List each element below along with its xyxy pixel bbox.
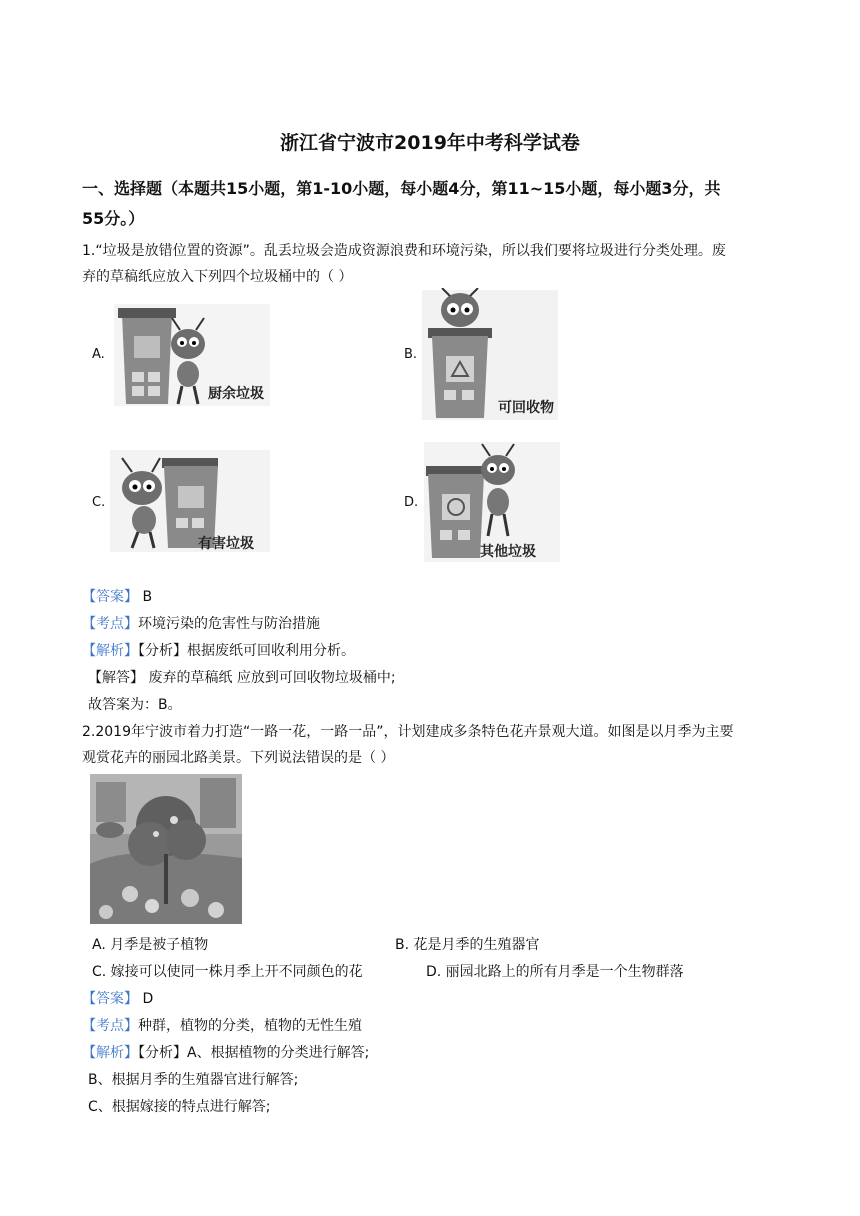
analysis-tag: 【解析】 <box>82 643 138 659</box>
q1-conclusion: 故答案为：B。 <box>88 697 182 713</box>
trash-bin-kitchen-waste-image <box>110 300 274 410</box>
q2-analysis-row <box>82 1042 369 1062</box>
answer-tag: 【答案】 <box>82 991 138 1007</box>
answer-tag: 【答案】 <box>82 589 138 605</box>
q2-answer-row <box>82 988 153 1008</box>
q1-option-a-caption: 厨余垃圾 <box>208 386 264 402</box>
q2-stem-cont: 观赏花卉的丽园北路美景。下列说法错误的是（ ） <box>82 750 395 766</box>
q1-point-row <box>82 613 320 633</box>
point-tag: 【考点】 <box>82 1018 138 1034</box>
q2-point-row <box>82 1015 362 1035</box>
q2-point: 种群，植物的分类，植物的无性生殖 <box>138 1018 362 1034</box>
q1-analysis-row <box>82 640 355 660</box>
q1-stem-cont: 弃的草稿纸应放入下列四个垃圾桶中的（ ） <box>82 269 353 285</box>
q2-analysis-b: B、根据月季的生殖器官进行解答; <box>88 1072 299 1088</box>
q2-answer: D <box>142 991 154 1007</box>
q1-answer-row <box>82 586 152 606</box>
rose-roadside-photo <box>90 774 242 924</box>
q2-option-a: A. 月季是被子植物 <box>92 937 209 953</box>
q2-analysis-c: C、根据嫁接的特点进行解答; <box>88 1099 271 1115</box>
q1-option-a-letter: A. <box>92 347 105 362</box>
q1-stem: 1.“垃圾是放错位置的资源”。乱丢垃圾会造成资源浪费和环境污染，所以我们要将垃圾进行分类处理。废 <box>82 243 726 259</box>
q1-analysis: 【分析】根据废纸可回收利用分析。 <box>138 643 355 659</box>
page-title: 浙江省宁波市2019年中考科学试卷 <box>280 132 580 154</box>
q2-analysis: 【分析】A、根据植物的分类进行解答; <box>138 1045 370 1061</box>
trash-bin-other-waste-image <box>422 440 562 564</box>
q2-stem: 2.2019年宁波市着力打造“一路一花，一路一品”，计划建成多条特色花卉景观大道。如图是以月季为主要 <box>82 724 734 740</box>
q2-option-d: D. 丽园北路上的所有月季是一个生物群落 <box>426 964 684 980</box>
trash-bin-recyclable-image <box>420 288 560 422</box>
q1-solution: 【解答】 废弃的草稿纸 应放到可回收物垃圾桶中; <box>88 670 396 686</box>
q1-option-d-letter: D. <box>404 495 419 510</box>
point-tag: 【考点】 <box>82 616 138 632</box>
q1-option-b-caption: 可回收物 <box>498 400 554 416</box>
q1-option-c-caption: 有害垃圾 <box>198 536 254 552</box>
q1-option-c-letter: C. <box>92 495 106 510</box>
section-heading: 一、选择题（本题共15小题，第1-10小题，每小题4分，第11~15小题，每小题3分，共 <box>82 179 721 198</box>
trash-bin-hazardous-image <box>108 448 272 554</box>
q1-answer: B <box>142 589 153 605</box>
q2-option-c: C. 嫁接可以使同一株月季上开不同颜色的花 <box>92 964 363 980</box>
q1-option-d-caption: 其他垃圾 <box>480 544 536 560</box>
q2-option-b: B. 花是月季的生殖器官 <box>395 937 540 953</box>
q1-option-b-letter: B. <box>404 347 418 362</box>
analysis-tag: 【解析】 <box>82 1045 138 1061</box>
q1-point: 环境污染的危害性与防治措施 <box>138 616 320 632</box>
section-heading-cont: 55分。） <box>82 209 145 228</box>
